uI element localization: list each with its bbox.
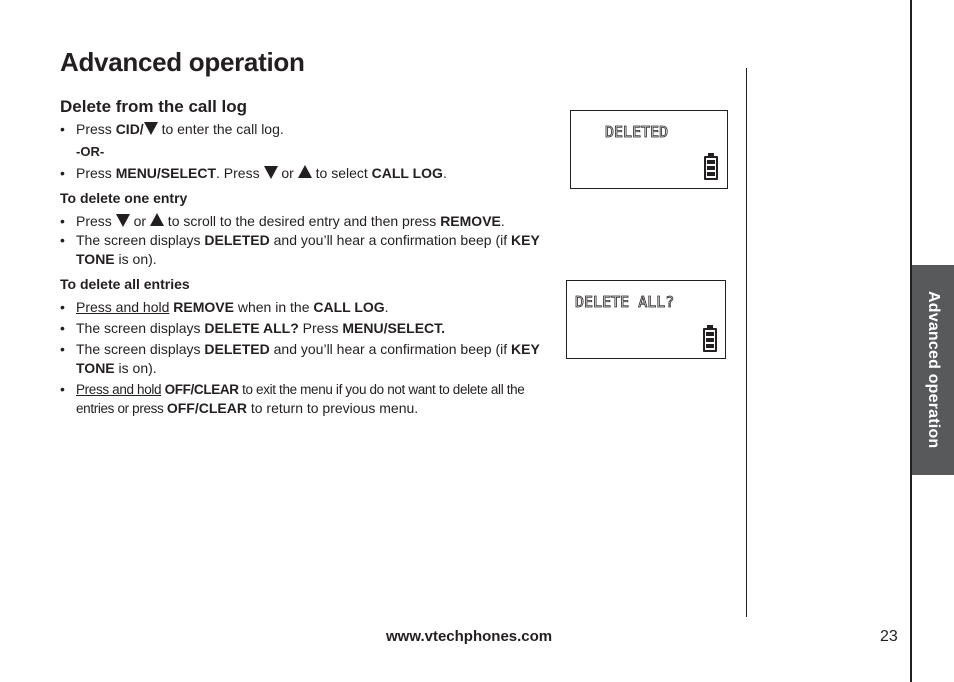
- key-call-log: CALL LOG: [371, 165, 443, 181]
- page-title: Advanced operation: [60, 47, 305, 77]
- or-separator: -OR-: [76, 144, 105, 159]
- down-arrow-icon: [116, 214, 130, 227]
- screen-delete-all: [566, 280, 726, 359]
- step-scroll-remove: • Press or to scroll to the desired entry and then press REMOVE.: [60, 212, 550, 231]
- up-arrow-icon: [298, 165, 312, 178]
- step-hold-remove: • Press and hold REMOVE when in the CALL LOG.: [60, 298, 550, 317]
- step-exit-menu: • Press and hold OFF/CLEAR to exit the menu if you do not want to delete all the entries or press OFF/CLEAR to return to previous menu.: [60, 380, 550, 418]
- section-tab: [912, 265, 954, 475]
- battery-full-icon: [703, 328, 717, 352]
- battery-full-icon: [704, 156, 718, 180]
- section-heading: Delete from the call log: [60, 97, 248, 116]
- screen-deleted-text: DELETED: [605, 123, 669, 141]
- column-divider: [746, 68, 747, 617]
- step-menu-select: • Press MENU/SELECT. Press or to select CALL LOG.: [60, 164, 550, 183]
- section-tab-label: Advanced operation: [925, 291, 942, 449]
- down-arrow-icon: [264, 166, 278, 179]
- step-deleted-confirm: • The screen displays DELETED and you’ll hear a confirmation beep (if KEY TONE is on).: [60, 231, 550, 269]
- up-arrow-icon: [150, 213, 164, 226]
- key-cid: CID/: [115, 121, 144, 137]
- step-deleted-all-confirm: • The screen displays DELETED and you’ll hear a confirmation beep (if KEY TONE is on).: [60, 340, 550, 378]
- down-arrow-icon: [144, 122, 158, 135]
- screen-delete-all-text: DELETE ALL?: [575, 293, 675, 311]
- page-number: 23: [880, 628, 898, 645]
- step-enter-call-log: • Press CID/ to enter the call log.: [60, 120, 550, 139]
- footer-url: www.vtechphones.com: [386, 628, 553, 645]
- key-menu-select: MENU/SELECT: [115, 165, 217, 181]
- subheading-delete-all: To delete all entries: [60, 276, 190, 292]
- step-delete-all-prompt: • The screen displays DELETE ALL? Press MENU/SELECT.: [60, 319, 550, 338]
- screen-deleted: [570, 110, 728, 189]
- subheading-delete-one: To delete one entry: [60, 190, 188, 206]
- instructions: [60, 120, 550, 418]
- key-remove: REMOVE: [440, 213, 501, 229]
